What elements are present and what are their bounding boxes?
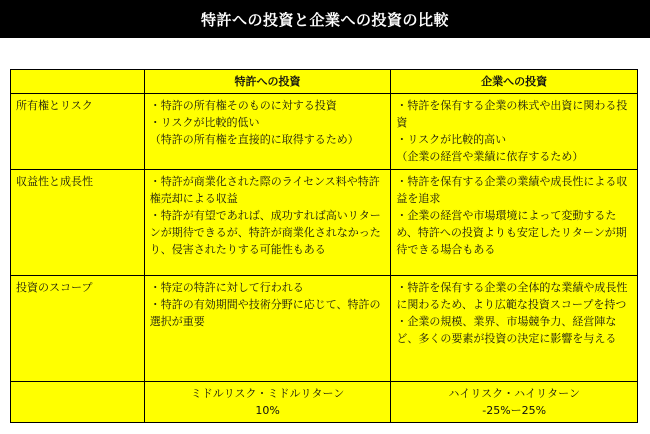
list-item: ・特許を保有する企業の全体的な業績や成長性に関わるため、より広範な投資スコープを持つ xyxy=(396,281,628,311)
summary-company xyxy=(391,382,638,423)
table-row xyxy=(11,276,638,382)
list-item: ・企業の規模、業界、市場競争力、経営陣など、多くの要素が投資の決定に影響を与える xyxy=(396,315,617,345)
list-item: （企業の経営や業績に依存するため） xyxy=(396,150,584,163)
page-title: 特許への投資と企業への投資の比較 xyxy=(0,0,650,38)
cell-patent xyxy=(144,170,391,276)
list-item: ・リスクが比較的低い xyxy=(149,116,260,129)
list-item: （特許の所有権を直接的に取得するため） xyxy=(149,133,359,146)
header-cell-empty xyxy=(11,70,145,94)
cell-company xyxy=(391,170,638,276)
row-label-ownership-risk: 所有権とリスク xyxy=(11,94,145,170)
comparison-table xyxy=(10,69,638,423)
list-item: ・特許が有望であれば、成功すれば高いリターンが期待できるが、特許が商業化されなかったり、侵害されたりする可能性もある xyxy=(149,209,381,256)
list-item: ・特許が商業化された際のライセンス料や特許権売却による収益 xyxy=(149,175,380,205)
risk-return-profile: ミドルリスク・ミドルリターン xyxy=(190,387,345,400)
list-item: ・特許を保有する企業の株式や出資に関わる投資 xyxy=(396,99,628,129)
header-row xyxy=(11,70,638,94)
list-item: ・特許を保有する企業の業績や成長性による収益を追求 xyxy=(396,175,628,205)
list-item: ・特許の所有権そのものに対する投資 xyxy=(149,99,337,112)
list-item: ・特許の有効期間や技術分野に応じて、特許の選択が重要 xyxy=(149,298,381,328)
cell-company xyxy=(391,94,638,170)
expected-return: 10% xyxy=(255,404,280,417)
table-row xyxy=(11,170,638,276)
cell-patent xyxy=(144,94,391,170)
risk-return-profile: ハイリスク・ハイリターン xyxy=(448,387,580,400)
list-item: ・特定の特許に対して行われる xyxy=(149,281,304,294)
cell-patent xyxy=(144,276,391,382)
cell-company xyxy=(391,276,638,382)
summary-patent xyxy=(144,382,391,423)
summary-row xyxy=(11,382,638,423)
expected-return: -25%ー25% xyxy=(482,404,547,417)
table-row xyxy=(11,94,638,170)
header-patent-investment: 特許への投資 xyxy=(144,70,391,94)
summary-label xyxy=(11,382,145,423)
list-item: ・リスクが比較的高い xyxy=(396,133,507,146)
row-label-profitability-growth: 収益性と成長性 xyxy=(11,170,145,276)
list-item: ・企業の経営や市場環境によって変動するため、特許への投資よりも安定したリターンが期待できる場合もある xyxy=(396,209,627,256)
header-company-investment: 企業への投資 xyxy=(391,70,638,94)
row-label-investment-scope: 投資のスコープ xyxy=(11,276,145,382)
